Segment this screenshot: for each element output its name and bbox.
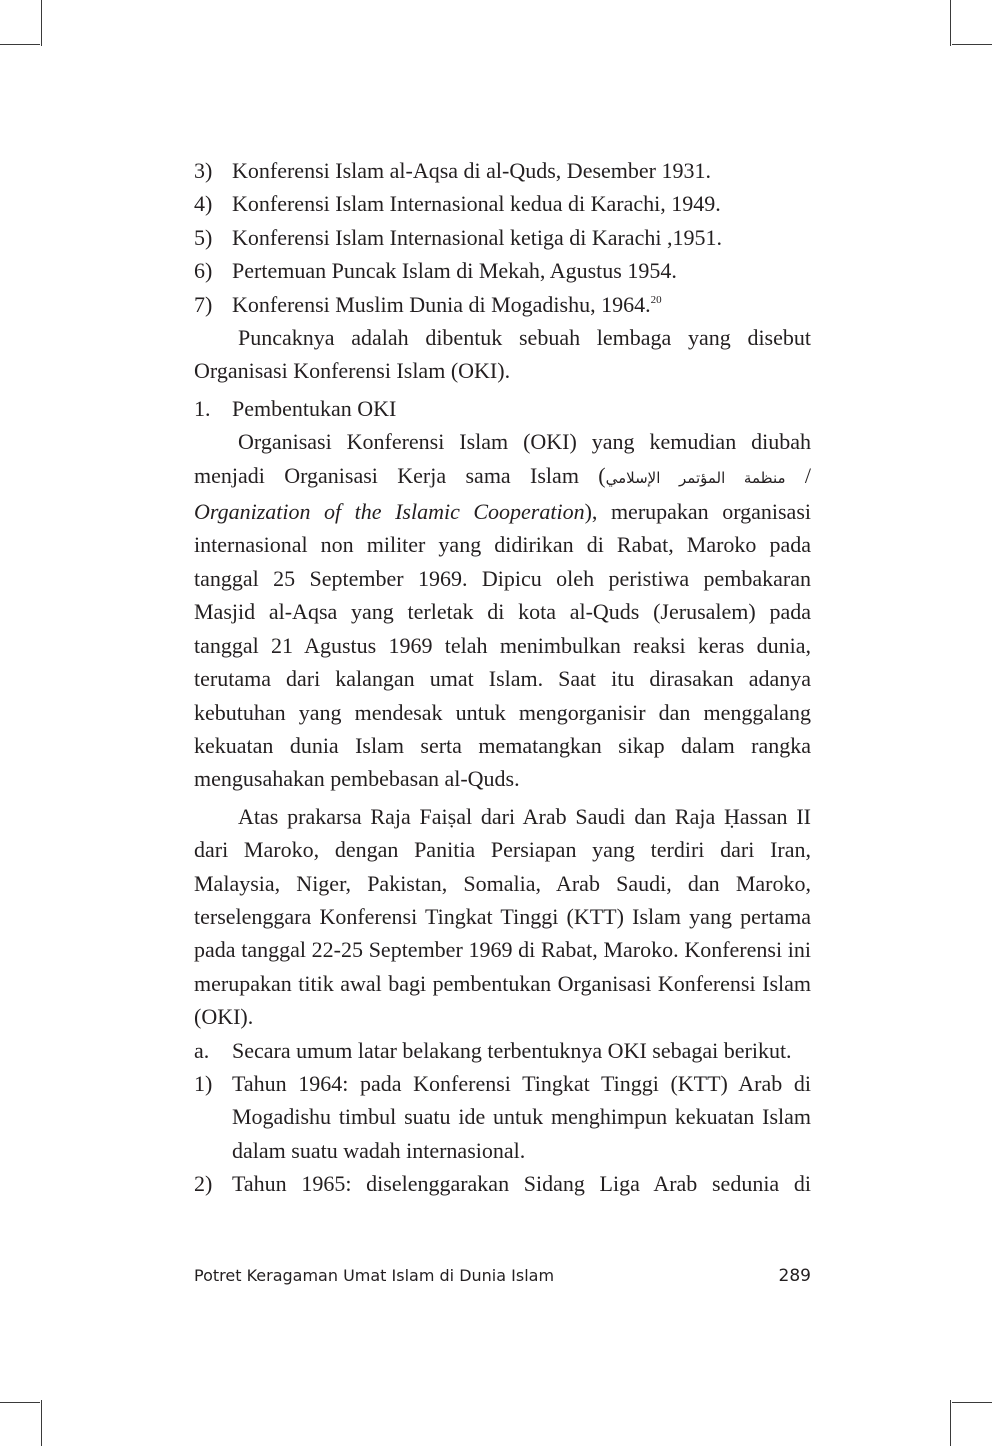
list-text: Tahun 1965: diselenggarakan Sidang Liga Arab sedunia di xyxy=(232,1171,811,1197)
english-name: Organization of the Islamic Cooperation xyxy=(194,499,585,525)
crop-mark-top-left-vertical xyxy=(41,0,42,46)
list-number: 6) xyxy=(194,258,213,284)
list-item xyxy=(194,288,811,321)
list-number: 5) xyxy=(194,224,213,250)
list-item xyxy=(194,254,811,287)
section-number: 1. xyxy=(194,395,211,421)
list-letter: a. xyxy=(194,1037,210,1063)
footnote-marker: 20 xyxy=(650,293,662,306)
page-number: 289 xyxy=(778,1266,811,1286)
list-item xyxy=(194,154,811,187)
list-text: Konferensi Muslim Dunia di Mogadishu, 1964. xyxy=(232,291,651,317)
section-title: Pembentukan OKI xyxy=(232,395,397,421)
list-text: Secara umum latar belakang terbentuknya OKI sebagai berikut. xyxy=(232,1037,792,1063)
paragraph-oki-text-start: Organisasi Konferensi Islam (OKI) yang kemudian diubah menjadi Organisasi Kerja sama Islam ( xyxy=(194,429,811,488)
list-item xyxy=(194,187,811,220)
paragraph-oki-slash: / xyxy=(785,462,811,488)
paragraph-atas-prakarsa: Atas prakarsa Raja Faiṣal dari Arab Saudi dan Raja Ḥassan II dari Maroko, dengan Panitia Persiapan yang terdiri dari Iran, Malaysia, Niger, Pakistan, Somalia, Arab Saudi, dan Maroko, terselenggara Konferensi Tingkat Tinggi (KTT) Islam yang pertama pada tanggal 22-25 September 1969 di Rabat, Maroko. Konferensi ini merupakan titik awal bagi pembentukan Organisasi Konferensi Islam (OKI). xyxy=(194,803,811,1030)
list-item xyxy=(194,221,811,254)
list-text: Konferensi Islam Internasional kedua di Karachi, 1949. xyxy=(232,191,721,217)
running-footer-title: Potret Keragaman Umat Islam di Dunia Islam xyxy=(194,1266,555,1285)
list-number: 2) xyxy=(194,1171,213,1197)
crop-mark-bottom-right-horizontal xyxy=(952,1402,992,1403)
crop-mark-bottom-left-horizontal xyxy=(0,1402,40,1403)
paragraph-oki-text-rest: ), merupakan organisasi internasional non militer yang didirikan di Rabat, Maroko pada tanggal 25 September 1969. Dipicu oleh peristiwa pembakaran Masjid al-Aqsa yang terletak di kota al-Quds (Jerusalem) pada tanggal 21 Agustus 1969 telah menimbulkan reaksi keras dunia, terutama dari kalangan umat Islam. Saat itu dirasakan adanya kebutuhan yang mendesak untuk mengorganisir dan menggalang kekuatan dunia Islam serta mematangkan sikap dalam rangka mengusahakan pembebasan al-Quds. xyxy=(194,499,811,792)
list-number: 4) xyxy=(194,191,213,217)
crop-mark-bottom-right-vertical xyxy=(950,1400,951,1446)
list-number: 1) xyxy=(194,1070,213,1096)
list-number: 7) xyxy=(194,291,213,317)
list-text: Tahun 1964: pada Konferensi Tingkat Tinggi (KTT) Arab di Mogadishu timbul suatu ide untuk menghimpun kekuatan Islam dalam suatu wadah internasional. xyxy=(232,1070,811,1163)
crop-mark-top-right-horizontal xyxy=(952,44,992,45)
list-text: Pertemuan Puncak Islam di Mekah, Agustus 1954. xyxy=(232,258,677,284)
arabic-name: منظمة المؤتمر الإسلامي xyxy=(605,468,786,487)
crop-mark-top-left-horizontal xyxy=(0,44,40,45)
crop-mark-top-right-vertical xyxy=(950,0,951,46)
crop-mark-bottom-left-vertical xyxy=(41,1400,42,1446)
paragraph-puncak: Puncaknya adalah dibentuk sebuah lembaga yang disebut Organisasi Konferensi Islam (OKI). xyxy=(194,325,811,384)
list-item-a xyxy=(194,1034,811,1067)
page-body xyxy=(194,154,811,1201)
section-heading xyxy=(194,392,811,425)
paragraph-oki xyxy=(194,425,811,795)
list-text: Konferensi Islam al-Aqsa di al-Quds, Desember 1931. xyxy=(232,158,711,183)
list-item xyxy=(194,1167,811,1200)
list-item xyxy=(194,1067,811,1167)
list-text: Konferensi Islam Internasional ketiga di Karachi ,1951. xyxy=(232,224,722,250)
list-number: 3) xyxy=(194,158,213,183)
